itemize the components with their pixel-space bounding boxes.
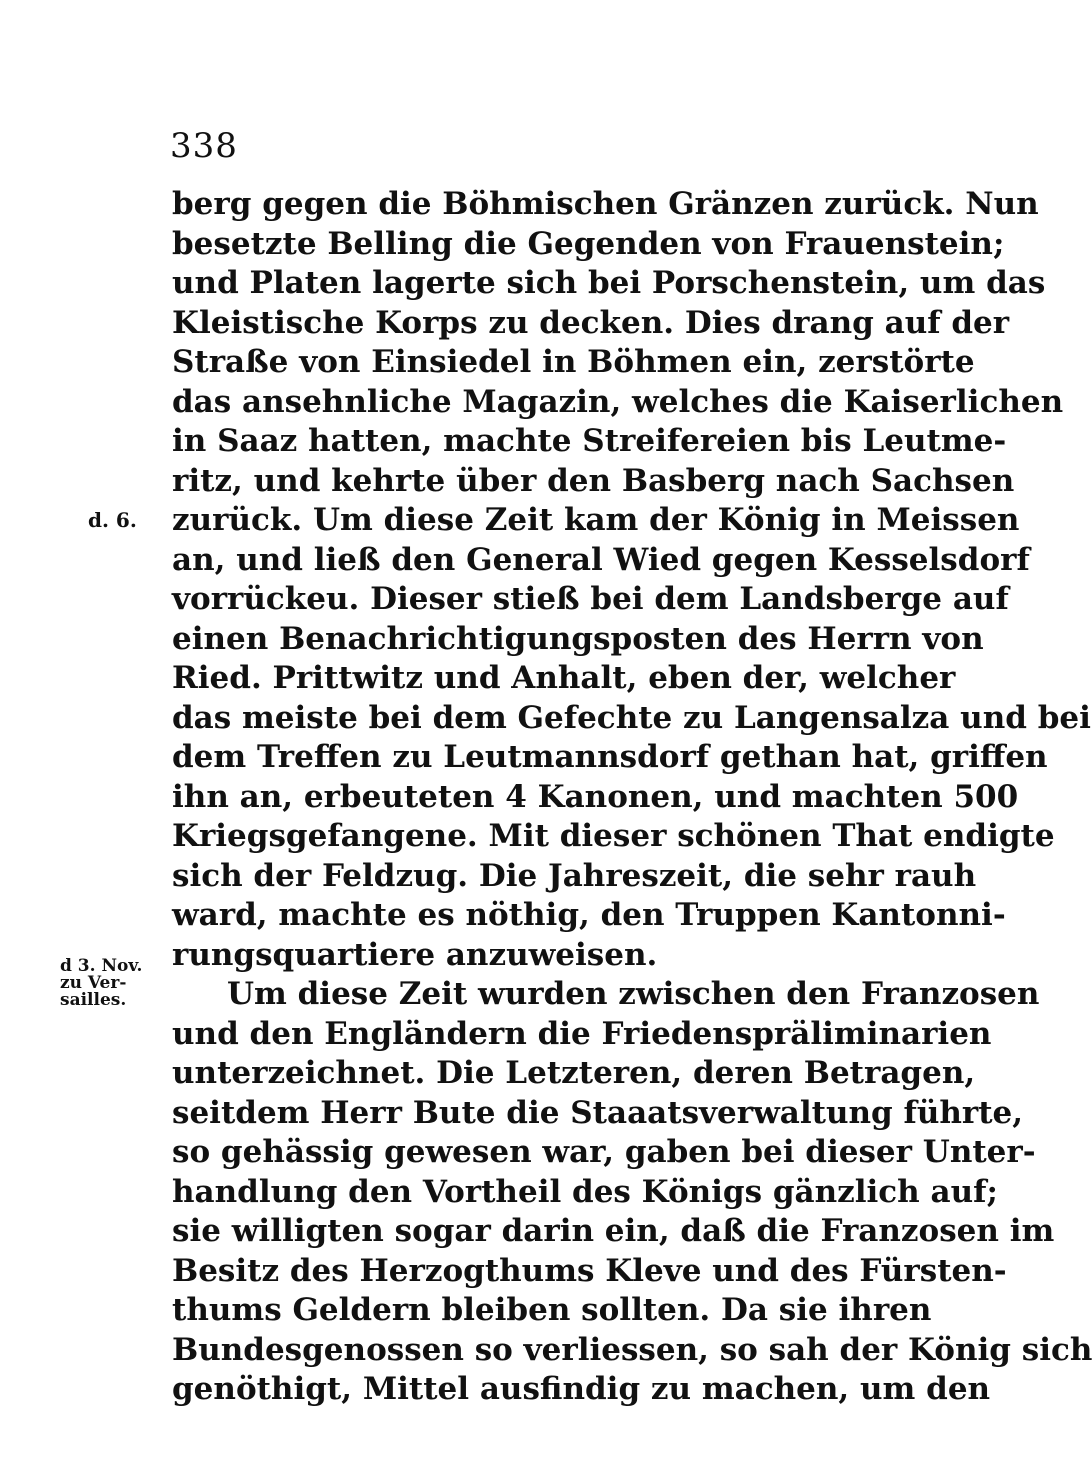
- text-line: ritz, und kehrte über den Basberg nach Sachsen: [172, 462, 1015, 499]
- text-line: Kleistische Korps zu decken. Dies drang auf der: [172, 304, 1010, 341]
- text-line: ihn an, erbeuteten 4 Kanonen, und machten 500: [172, 778, 1019, 815]
- text-line: unterzeichnet. Die Letzteren, deren Betragen,: [172, 1055, 976, 1091]
- text-line: genöthigt, Mittel ausfindig zu machen, um den: [172, 1371, 991, 1407]
- text-line: das meiste bei dem Gefechte zu Langensalza und bei: [172, 699, 1091, 736]
- text-line: seitdem Herr Bute die Staaatsverwaltung führte,: [172, 1094, 1024, 1131]
- margin-note-date: d. 6.: [88, 508, 137, 532]
- margin-note-november-line-2: zu Ver-: [60, 973, 127, 993]
- text-line: Straße von Einsiedel in Böhmen ein, zerstörte: [172, 344, 975, 380]
- text-line: rungsquartiere anzuweisen.: [172, 936, 658, 973]
- text-line: thums Geldern bleiben sollten. Da sie ihren: [172, 1292, 932, 1328]
- text-line: dem Treffen zu Leutmannsdorf gethan hat, griffen: [172, 739, 1048, 775]
- text-line: in Saaz hatten, machte Streifereien bis Leutme-: [172, 423, 1007, 459]
- text-line: Besitz des Herzogthums Kleve und des Fürsten-: [172, 1252, 1007, 1289]
- text-line: das ansehnliche Magazin, welches die Kaiserlichen: [172, 383, 1064, 420]
- text-line: und Platen lagerte sich bei Porschenstein, um das: [172, 265, 1046, 301]
- margin-note-november-line-1: d 3. Nov.: [60, 956, 143, 976]
- text-line: Um diese Zeit wurden zwischen den Franzosen: [227, 976, 1040, 1012]
- text-line: und den Engländern die Friedenspräliminarien: [172, 1015, 992, 1052]
- margin-note-november: [60, 958, 142, 1009]
- text-line: handlung den Vortheil des Königs gänzlich auf;: [172, 1173, 998, 1210]
- text-line: besetzte Belling die Gegenden von Frauenstein;: [172, 225, 1005, 262]
- text-line: zurück. Um diese Zeit kam der König in Meissen: [172, 502, 1020, 538]
- text-line: Bundesgenossen so verliessen, so sah der König sich: [172, 1331, 1092, 1368]
- text-line: so gehässig gewesen war, gaben bei dieser Unter-: [172, 1134, 1036, 1170]
- page-number: 338: [170, 126, 238, 166]
- text-line: vorrückeu. Dieser stieß bei dem Landsberge auf: [172, 581, 1009, 617]
- text-line: sie willigten sogar darin ein, daß die Franzosen im: [172, 1213, 1055, 1249]
- margin-note-november-line-3: sailles.: [60, 990, 127, 1010]
- text-line: einen Benachrichtigungsposten des Herrn von: [172, 620, 984, 657]
- text-line: sich der Feldzug. Die Jahreszeit, die sehr rauh: [172, 857, 977, 894]
- text-line: an, und ließ den General Wied gegen Kesselsdorf: [172, 541, 1030, 578]
- text-line: Ried. Prittwitz und Anhalt, eben der, welcher: [172, 660, 956, 696]
- body-text: [172, 185, 1092, 1410]
- text-line: ward, machte es nöthig, den Truppen Kantonni-: [172, 897, 1006, 933]
- text-line: berg gegen die Böhmischen Gränzen zurück. Nun: [172, 186, 1039, 222]
- text-line: Kriegsgefangene. Mit dieser schönen That endigte: [172, 818, 1055, 854]
